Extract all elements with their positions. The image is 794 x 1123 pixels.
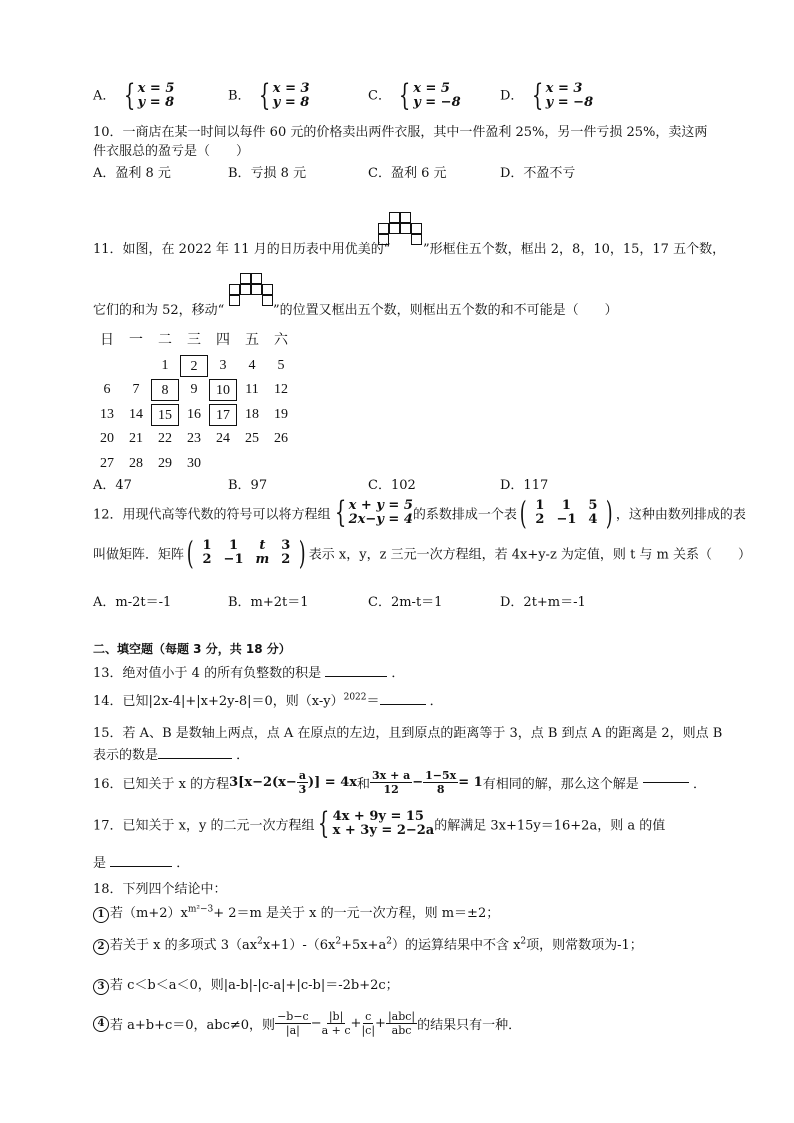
calendar-day <box>122 355 150 377</box>
option-letter: C． <box>368 88 391 104</box>
exponent: 2 <box>386 936 392 947</box>
matrix-entry: 2 <box>535 512 545 527</box>
weekday-header: 六 <box>274 333 288 348</box>
answer-blank <box>380 704 426 705</box>
fraction-denominator: 3 <box>298 783 307 796</box>
matrix-entry: −1 <box>556 512 577 527</box>
calendar-day: 16 <box>187 406 201 422</box>
exponent: 2 <box>335 936 342 947</box>
fraction-numerator: −b−c <box>277 1010 309 1023</box>
calendar-day: 1 <box>161 357 169 373</box>
fraction-numerator: |b| <box>328 1010 344 1023</box>
statement-text: 若 a+b+c＝0，abc≠0，则 <box>110 1018 276 1033</box>
fraction-numerator: a <box>298 769 306 782</box>
minus: − <box>310 1016 322 1031</box>
answer-blank <box>158 758 232 759</box>
minus: − <box>412 775 424 790</box>
q12-option-c: C．2m-t＝1 <box>368 595 443 610</box>
calendar-day: 17 <box>209 404 237 426</box>
plus: + <box>375 1016 386 1031</box>
q12-option-a: A．m-2t＝-1 <box>93 595 172 610</box>
calendar-day: 9 <box>190 382 198 397</box>
weekday-header: 日 <box>100 333 114 348</box>
period: ． <box>693 777 707 792</box>
eq-row: y = 8 <box>272 95 310 110</box>
circled-number: 2 <box>93 939 109 955</box>
calendar-day: 5 <box>277 357 285 373</box>
equation-2 <box>370 769 483 796</box>
calendar-day <box>209 453 237 475</box>
q11-line1b: ”形框住五个数，框出 2，8，10，15，17 五个数， <box>423 242 726 257</box>
q12-text-a: 12．用现代高等代数的符号可以将方程组 <box>93 507 331 523</box>
q12-line2 <box>93 534 752 572</box>
option-letter: A． <box>93 88 116 104</box>
eq-row: y = 8 <box>137 95 175 110</box>
period: ． <box>429 694 443 709</box>
q9-option-c: C． { x = 5 y = −8 <box>368 78 461 113</box>
q12-option-d: D．2t+m＝-1 <box>500 595 586 610</box>
q18-title: 18．下列四个结论中： <box>93 882 227 897</box>
calendar-day: 27 <box>100 455 114 471</box>
section-heading: 二、填空题（每题 3 分，共 18 分） <box>93 642 291 656</box>
calendar-day: 8 <box>151 379 179 401</box>
calendar-day: 4 <box>248 357 256 373</box>
matrix-entry: m <box>255 552 270 567</box>
q13-text: 13．绝对值小于 4 的所有负整数的积是 <box>93 666 322 681</box>
fraction-numerator: 3x + a <box>372 769 411 782</box>
plus: + <box>350 1016 362 1031</box>
calendar-day <box>238 453 266 475</box>
eq-part: 3[x−2(x− <box>229 775 297 790</box>
fraction-numerator: |abc| <box>387 1010 416 1023</box>
q11-line2a: 它们的和为 52，移动“ <box>93 303 225 318</box>
q15-text: 表示的数是 <box>93 748 159 763</box>
q18-statement-2 <box>93 934 643 955</box>
eq-row: x + 3y = 2−2a <box>332 823 435 838</box>
weekday-header: 三 <box>187 333 201 348</box>
weekday-header: 四 <box>216 333 230 348</box>
q10-option-d: D．不盈不亏 <box>500 166 576 181</box>
weekday-header: 五 <box>245 333 259 348</box>
calendar-day: 26 <box>274 431 288 446</box>
eq-part: = 1 <box>458 775 483 790</box>
q16 <box>93 769 706 796</box>
q13 <box>93 662 404 681</box>
calendar-day: 12 <box>274 382 288 397</box>
exponent: 2022 <box>343 692 367 703</box>
matrix-entry: 2 <box>202 552 212 567</box>
calendar-day <box>267 453 295 475</box>
calendar-day: 22 <box>158 431 172 446</box>
q17-line2 <box>93 852 189 871</box>
calendar-day: 19 <box>274 406 288 422</box>
calendar-day: 7 <box>132 382 140 397</box>
matrix-1: ( 1 1 5 2 −1 4 ) <box>519 494 614 532</box>
q17-text: 是 <box>93 856 107 871</box>
q10-option-a: A．盈利 8 元 <box>93 166 171 181</box>
q18-statement-3 <box>93 974 399 995</box>
fraction-denominator: |c| <box>361 1024 376 1037</box>
answer-blank <box>325 676 387 677</box>
q12-line1: 12．用现代高等代数的符号可以将方程组 { x + y = 5 2x−y = 4 的系数排成一个表 ( 1 1 5 2 −1 4 ) ，这种由数列排成的表 <box>93 494 746 532</box>
calendar-day: 18 <box>245 406 259 422</box>
circled-number: 1 <box>93 907 109 923</box>
weekday-header: 一 <box>129 333 143 348</box>
q9-option-d: D． { x = 3 y = −8 <box>500 78 594 113</box>
calendar-day <box>93 355 121 377</box>
q17-text-b: 的解满足 3x+15y＝16+2a，则 a 的值 <box>434 818 666 834</box>
statement-text: + 2＝m 是关于 x 的一元一次方程，则 m＝±2； <box>213 906 500 921</box>
eq-part: )] = 4x <box>307 775 358 790</box>
matrix-entry: t <box>259 538 266 553</box>
q10-line1: 10．一商店在某一时间以每件 60 元的价格卖出两件衣服，其中一件盈利 25%，另一件亏损 25%，卖这两 <box>93 125 708 140</box>
q11-option-d: D．117 <box>500 478 549 493</box>
q17-line1: 17．已知关于 x，y 的二元一次方程组 { 4x + 9y = 15 x + 3y = 2−2a 的解满足 3x+15y＝16+2a，则 a 的值 <box>93 806 666 841</box>
calendar-day: 11 <box>245 382 259 397</box>
q12-line2b: 表示 x，y，z 三元一次方程组，若 4x+y-z 为定值，则 t 与 m 关系（ ） <box>308 547 752 563</box>
cross-shape-icon <box>378 212 422 248</box>
equals: ＝ <box>366 694 380 709</box>
cross-shape-icon <box>229 273 273 309</box>
exponent: 2 <box>257 936 263 947</box>
matrix-entry: 5 <box>588 498 598 513</box>
statement-text: x+1）-（6x <box>262 938 336 953</box>
equation-1 <box>229 769 358 796</box>
calendar-day: 28 <box>129 455 143 471</box>
q17-text-a: 17．已知关于 x，y 的二元一次方程组 <box>93 818 315 834</box>
option-letter: B． <box>228 88 251 104</box>
eq-row: y = −8 <box>413 95 461 110</box>
q10-option-c: C．盈利 6 元 <box>368 166 447 181</box>
q16-and: 和 <box>357 777 371 792</box>
matrix-entry: 1 <box>561 498 571 513</box>
calendar-day: 13 <box>100 406 114 422</box>
statement-text: ）的运算结果中不含 x <box>391 938 521 953</box>
fraction-numerator: c <box>365 1010 372 1023</box>
matrix-entry: 1 <box>535 498 545 513</box>
eq-row: x = 5 <box>413 81 450 96</box>
statement-text: 的结果只有一种． <box>417 1018 522 1033</box>
matrix-entry: −1 <box>223 552 244 567</box>
calendar-day: 29 <box>158 455 172 471</box>
exponent: m²−3 <box>187 904 214 915</box>
q14 <box>93 690 443 709</box>
q15-line2 <box>93 744 249 763</box>
matrix-entry: 2 <box>281 552 291 567</box>
calendar-day: 15 <box>151 404 179 426</box>
q15-line1: 15．若 A、B 是数轴上两点，点 A 在原点的左边，且到原点的距离等于 3，点 B 到点 A 的距离是 2，则点 B <box>93 726 723 741</box>
eq-row: x + y = 5 <box>348 498 413 513</box>
calendar-day: 2 <box>180 355 208 377</box>
q11-line1a: 11．如图，在 2022 年 11 月的日历表中用优美的“ <box>93 242 391 257</box>
q9-option-a: A． { x = 5 y = 8 <box>93 78 175 113</box>
q12-option-b: B．m+2t＝1 <box>228 595 309 610</box>
calendar-day: 3 <box>219 357 227 373</box>
matrix-entry: 4 <box>588 512 598 527</box>
period: ． <box>176 856 190 871</box>
statement-text: 若 c＜b＜a＜0，则|a-b|-|c-a|+|c-b|＝-2b+2c； <box>110 978 399 993</box>
q11-line2b: ”的位置又框出五个数，则框出五个数的和不可能是（ ） <box>273 303 618 318</box>
calendar-day: 6 <box>103 382 111 397</box>
q18-statement-1 <box>93 902 499 923</box>
eq-row: y = −8 <box>545 95 594 110</box>
statement-text: 若关于 x 的多项式 3（ax <box>110 938 258 953</box>
period: ． <box>391 666 405 681</box>
fraction-denominator: abc <box>391 1024 412 1037</box>
answer-blank <box>643 782 689 783</box>
statement-text: +5x+a <box>341 938 387 953</box>
calendar-day: 23 <box>187 431 201 446</box>
fraction-denominator: 8 <box>436 783 445 796</box>
circled-number: 4 <box>93 1016 109 1032</box>
eq-row: 2x−y = 4 <box>348 512 413 527</box>
calendar-day: 30 <box>187 455 201 471</box>
exponent: 2 <box>520 936 527 947</box>
calendar-day: 21 <box>129 431 143 446</box>
q10-line2: 件衣服总的盈亏是（ ） <box>93 144 250 159</box>
q18-statement-4 <box>93 1010 521 1037</box>
q12-text-b: 的系数排成一个表 <box>412 507 517 523</box>
fraction-denominator: 12 <box>383 783 399 796</box>
q9-option-b: B． { x = 3 y = 8 <box>228 78 310 113</box>
eq-row: 4x + 9y = 15 <box>332 809 424 824</box>
option-letter: D． <box>500 88 524 104</box>
q11-option-c: C．102 <box>368 478 416 493</box>
statement-text: 若（m+2）x <box>110 906 188 921</box>
answer-blank <box>110 866 172 867</box>
period: ． <box>236 748 250 763</box>
matrix-entry: 1 <box>202 538 212 553</box>
calendar-day: 20 <box>100 431 114 446</box>
fraction-numerator: 1−5x <box>425 769 457 782</box>
matrix-entry: 3 <box>281 538 291 553</box>
fraction-denominator: a + c <box>321 1024 351 1037</box>
eq-row: x = 3 <box>272 81 310 96</box>
eq-row: x = 5 <box>137 81 175 96</box>
calendar-day: 25 <box>245 431 259 446</box>
fraction-denominator: |a| <box>285 1024 300 1037</box>
q14-text: 14．已知|2x-4|+|x+2y-8|＝0，则（x-y） <box>93 694 344 709</box>
matrix-2: ( 1 1 t 3 2 −1 m 2 ) <box>186 534 306 572</box>
circled-number: 3 <box>93 979 109 995</box>
calendar-day: 24 <box>216 431 230 446</box>
statement-text: 项，则常数项为-1； <box>526 938 643 953</box>
eq-row: x = 3 <box>545 81 583 96</box>
matrix-entry: 1 <box>229 538 239 553</box>
weekday-header: 二 <box>158 333 172 348</box>
calendar-day: 14 <box>129 406 143 422</box>
q11-option-b: B．97 <box>228 478 268 493</box>
q16-text-a: 16．已知关于 x 的方程 <box>93 777 230 792</box>
q16-text-b: 有相同的解，那么这个解是 <box>482 777 639 792</box>
q10-option-b: B．亏损 8 元 <box>228 166 307 181</box>
calendar-day: 10 <box>209 379 237 401</box>
q12-line2a: 叫做矩阵．矩阵 <box>93 547 185 563</box>
q11-option-a: A．47 <box>93 478 132 493</box>
q12-text-c: ，这种由数列排成的表 <box>615 507 746 523</box>
